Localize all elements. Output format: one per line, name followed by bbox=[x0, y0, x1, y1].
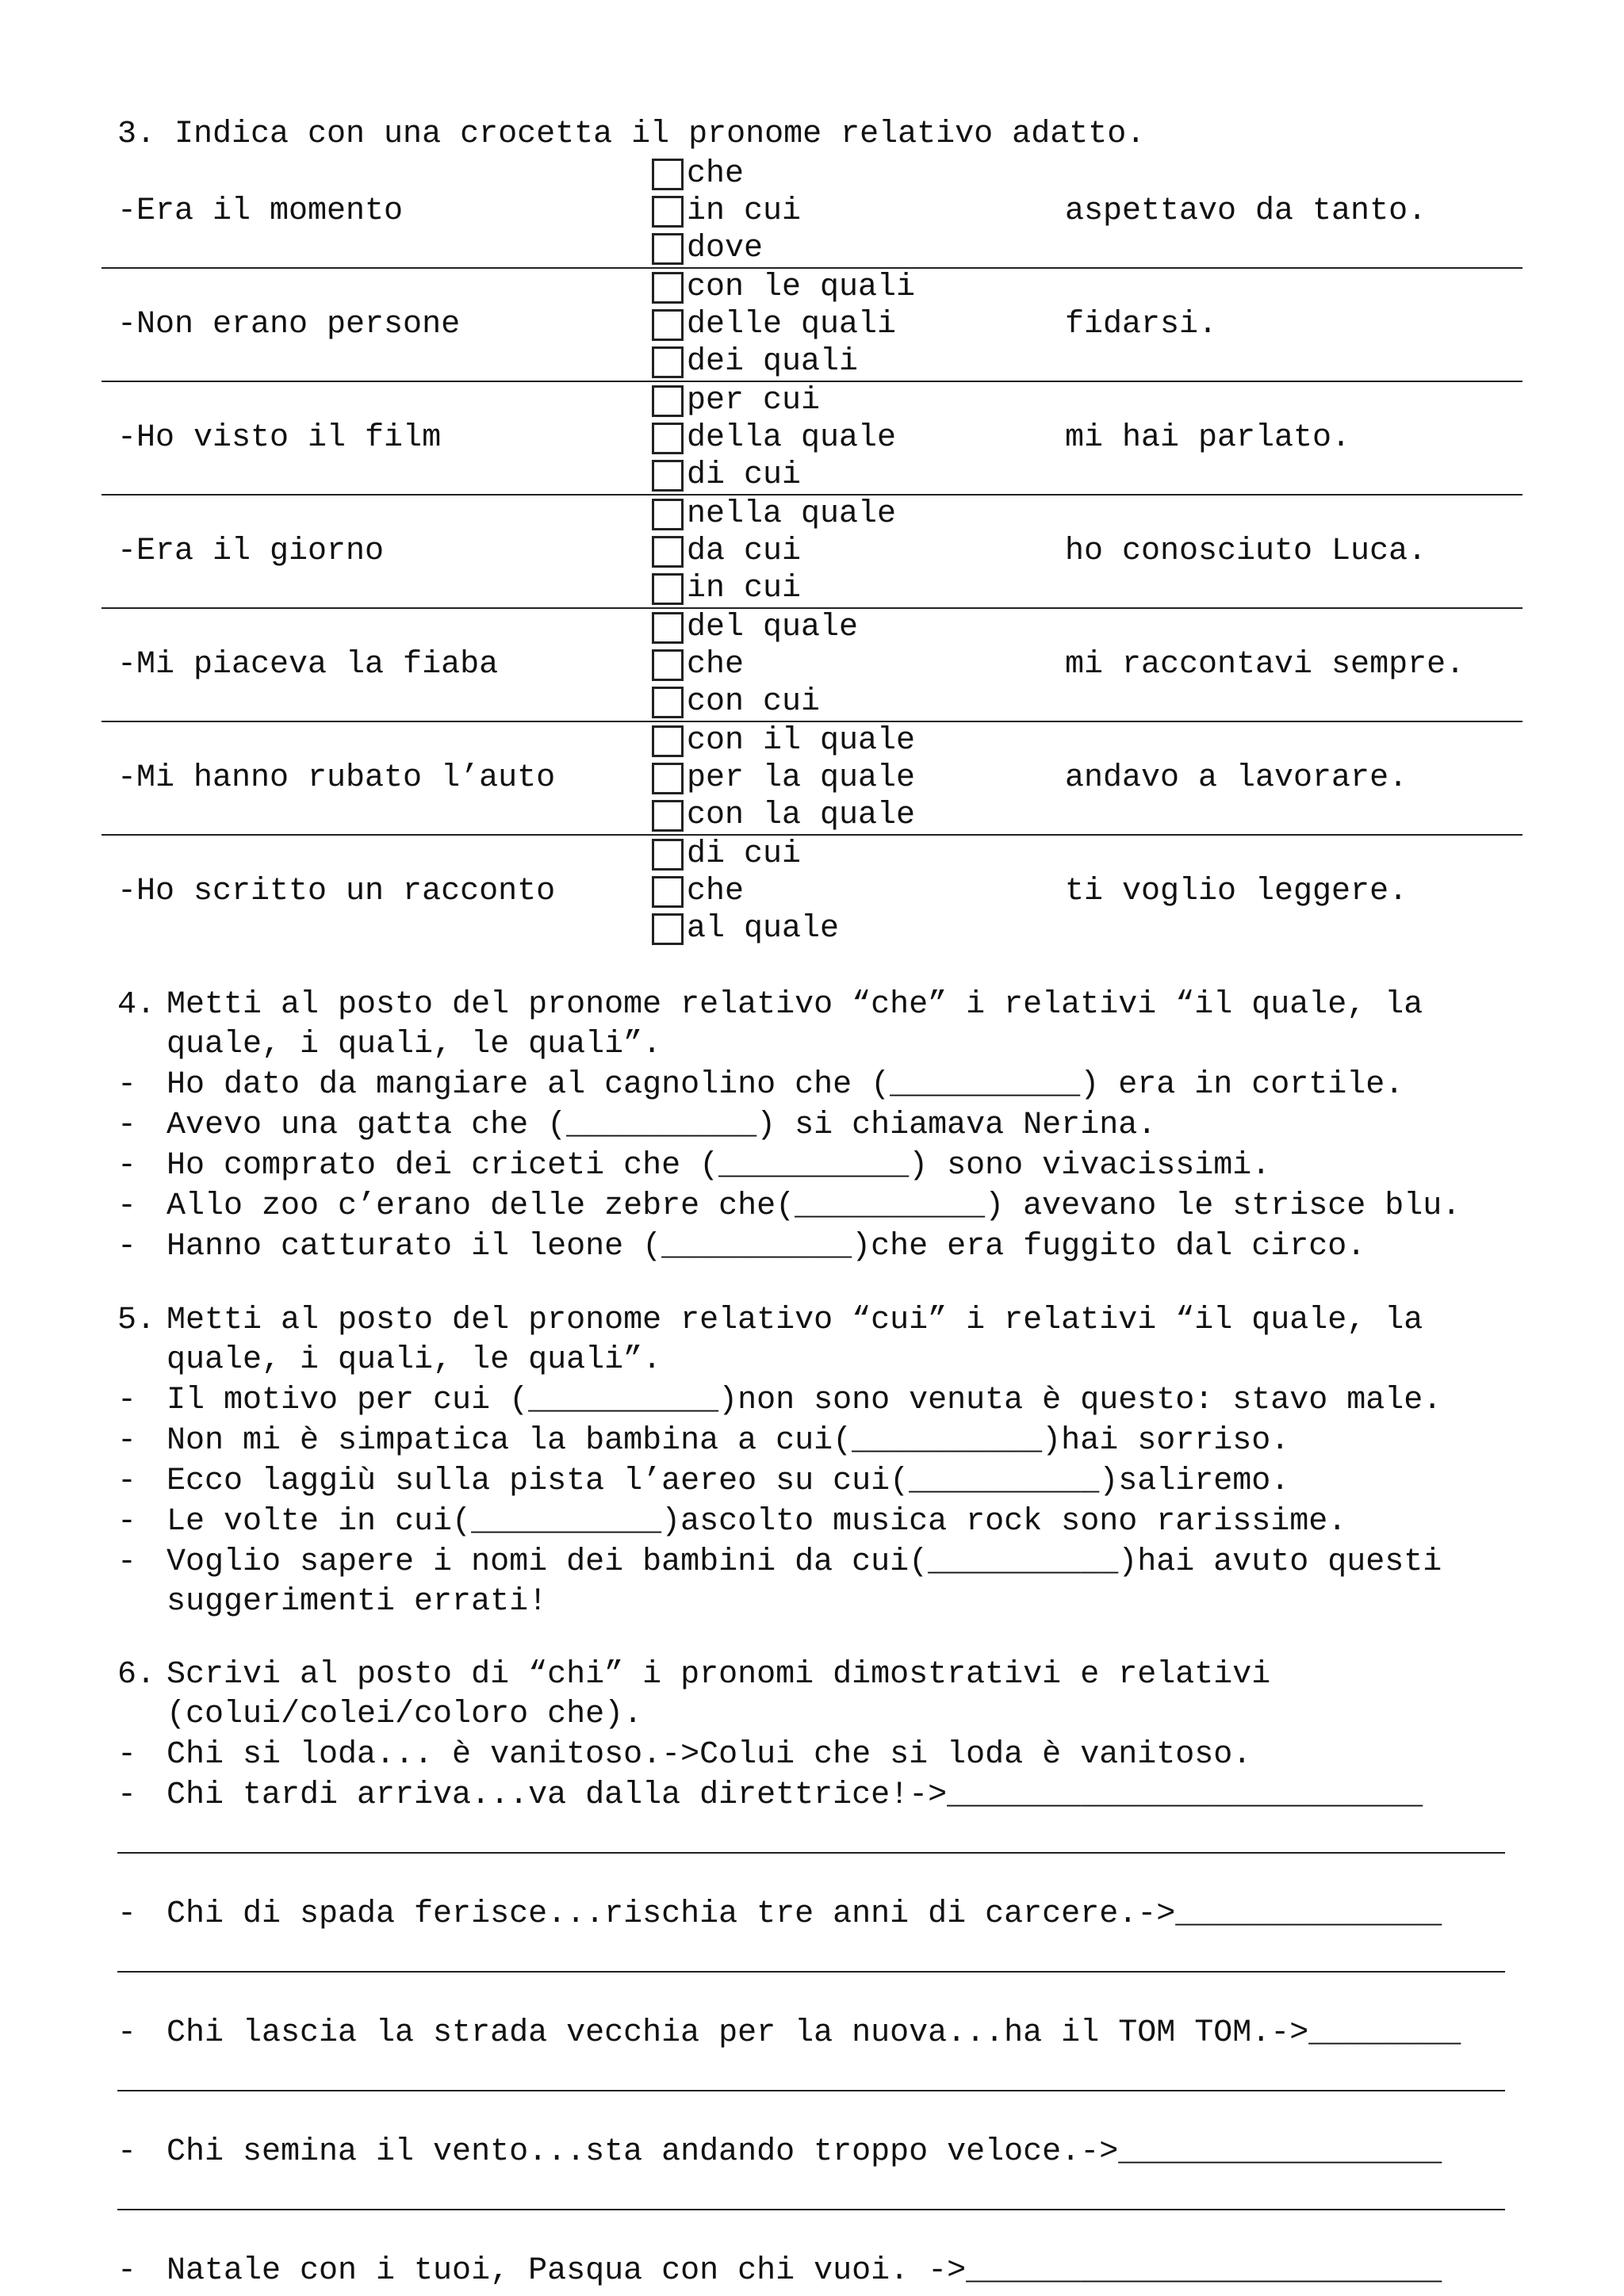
option-group bbox=[652, 382, 896, 494]
option-label: che bbox=[687, 156, 745, 192]
option-label: del quale bbox=[687, 610, 859, 645]
sentence-end: fidarsi. bbox=[1065, 307, 1218, 342]
option-label: per la quale bbox=[687, 760, 916, 796]
checkbox-icon[interactable] bbox=[652, 536, 684, 568]
example-text: Chi si loda... è vanitoso.->Colui che si loda è vanitoso. bbox=[167, 1737, 1252, 1773]
list-dash: - bbox=[117, 1108, 137, 1143]
option-item[interactable] bbox=[652, 570, 896, 607]
option-label: in cui bbox=[687, 193, 802, 229]
checkbox-icon[interactable] bbox=[652, 159, 684, 190]
checkbox-icon[interactable] bbox=[652, 649, 684, 681]
list-dash: - bbox=[117, 1229, 137, 1265]
sentence-end: mi raccontavi sempre. bbox=[1065, 647, 1465, 683]
option-label: con cui bbox=[687, 684, 821, 720]
option-item[interactable] bbox=[652, 457, 896, 494]
option-label: nella quale bbox=[687, 496, 897, 532]
exercise-5 bbox=[117, 1301, 1442, 1622]
exercise-5-title-cont: quale, i quali, le quali”. bbox=[167, 1342, 662, 1378]
checkbox-icon[interactable] bbox=[652, 573, 684, 605]
option-item[interactable] bbox=[652, 797, 915, 834]
exercise-4-title-cont: quale, i quali, le quali”. bbox=[167, 1027, 662, 1062]
exercise-3-row bbox=[102, 836, 1522, 949]
exercise-3-row bbox=[102, 609, 1522, 722]
list-dash: - bbox=[117, 1423, 137, 1459]
option-group bbox=[652, 722, 915, 834]
option-label: di cui bbox=[687, 836, 802, 872]
checkbox-icon[interactable] bbox=[652, 839, 684, 871]
answer-line[interactable] bbox=[117, 2172, 1505, 2210]
item-text: Allo zoo c’erano delle zebre che(__________) avevano le strisce blu. bbox=[167, 1188, 1461, 1224]
checkbox-icon[interactable] bbox=[652, 385, 684, 417]
checkbox-icon[interactable] bbox=[652, 612, 684, 644]
list-item bbox=[117, 1380, 1442, 1421]
answer-line[interactable] bbox=[117, 1816, 1505, 1854]
option-item[interactable] bbox=[652, 836, 839, 873]
sentence-start: -Mi piaceva la fiaba bbox=[117, 647, 499, 683]
option-group bbox=[652, 155, 801, 267]
exercise-3-row bbox=[102, 722, 1522, 836]
list-item bbox=[117, 1226, 1461, 1267]
list-item bbox=[117, 1502, 1442, 1542]
sentence-start: -Non erano persone bbox=[117, 307, 461, 342]
item-text: Hanno catturato il leone (__________)che era fuggito dal circo. bbox=[167, 1229, 1366, 1265]
checkbox-icon[interactable] bbox=[652, 499, 684, 530]
option-item[interactable] bbox=[652, 683, 858, 721]
exercise-6-title-cont: (colui/colei/coloro che). bbox=[167, 1697, 643, 1732]
option-group bbox=[652, 609, 858, 721]
list-item bbox=[117, 2251, 1505, 2291]
list-dash: - bbox=[117, 1504, 137, 1540]
checkbox-icon[interactable] bbox=[652, 233, 684, 265]
checkbox-icon[interactable] bbox=[652, 346, 684, 378]
item-text: Chi tardi arriva...va dalla direttrice!->_________________________ bbox=[167, 1777, 1423, 1813]
checkbox-icon[interactable] bbox=[652, 800, 684, 832]
sentence-end: andavo a lavorare. bbox=[1065, 760, 1408, 796]
option-item[interactable] bbox=[652, 269, 915, 306]
option-item[interactable] bbox=[652, 722, 915, 760]
sentence-start: -Ho scritto un racconto bbox=[117, 874, 556, 909]
answer-line[interactable] bbox=[117, 2053, 1505, 2091]
list-item bbox=[117, 1461, 1442, 1502]
option-item[interactable] bbox=[652, 306, 915, 343]
item-text: Voglio sapere i nomi dei bambini da cui(__________)hai avuto questi bbox=[167, 1544, 1442, 1580]
list-item bbox=[117, 1105, 1461, 1146]
exercise-3-table bbox=[102, 155, 1522, 949]
option-item[interactable] bbox=[652, 873, 839, 910]
exercise-6-items bbox=[117, 1775, 1505, 2296]
exercise-4 bbox=[117, 985, 1461, 1267]
sentence-end: ho conosciuto Luca. bbox=[1065, 534, 1427, 569]
item-text: Chi di spada ferisce...rischia tre anni di carcere.->______________ bbox=[167, 1896, 1442, 1932]
list-dash: - bbox=[117, 1188, 137, 1224]
exercise-number: 4. bbox=[117, 987, 156, 1023]
sentence-end: mi hai parlato. bbox=[1065, 420, 1351, 456]
exercise-3-title: 3. Indica con una crocetta il pronome relativo adatto. bbox=[117, 117, 1146, 152]
checkbox-icon[interactable] bbox=[652, 423, 684, 454]
option-label: della quale bbox=[687, 420, 897, 456]
exercise-5-title: Metti al posto del pronome relativo “cui” i relativi “il quale, la bbox=[167, 1303, 1423, 1338]
list-dash: - bbox=[117, 1777, 137, 1813]
checkbox-icon[interactable] bbox=[652, 272, 684, 304]
option-item[interactable] bbox=[652, 230, 801, 267]
list-item bbox=[117, 1421, 1442, 1461]
option-item[interactable] bbox=[652, 646, 858, 683]
list-item bbox=[117, 1186, 1461, 1226]
option-label: dove bbox=[687, 231, 764, 266]
option-group bbox=[652, 836, 839, 947]
list-dash: - bbox=[117, 1544, 137, 1580]
option-item[interactable] bbox=[652, 155, 801, 193]
option-item[interactable] bbox=[652, 193, 801, 230]
option-label: con il quale bbox=[687, 723, 916, 759]
option-item[interactable] bbox=[652, 609, 858, 646]
sentence-start: -Era il giorno bbox=[117, 534, 385, 569]
exercise-6-title: Scrivi al posto di “chi” i pronomi dimostrativi e relativi bbox=[167, 1657, 1271, 1693]
checkbox-icon[interactable] bbox=[652, 309, 684, 341]
list-dash: - bbox=[117, 1464, 137, 1499]
list-item bbox=[117, 1065, 1461, 1105]
checkbox-icon[interactable] bbox=[652, 725, 684, 757]
item-text: Chi semina il vento...sta andando troppo veloce.->_________________ bbox=[167, 2134, 1442, 2170]
option-label: in cui bbox=[687, 571, 802, 607]
checkbox-icon[interactable] bbox=[652, 876, 684, 908]
checkbox-icon[interactable] bbox=[652, 763, 684, 794]
exercise-number: 5. bbox=[117, 1303, 156, 1338]
list-dash: - bbox=[117, 1896, 137, 1932]
list-dash: - bbox=[117, 1737, 137, 1773]
answer-line[interactable] bbox=[117, 2291, 1505, 2296]
sentence-end: ti voglio leggere. bbox=[1065, 874, 1408, 909]
option-label: di cui bbox=[687, 457, 802, 493]
option-item[interactable] bbox=[652, 533, 896, 570]
exercise-3-row bbox=[102, 155, 1522, 269]
exercise-4-title: Metti al posto del pronome relativo “che” i relativi “il quale, la bbox=[167, 987, 1423, 1023]
option-item[interactable] bbox=[652, 419, 896, 457]
list-item bbox=[117, 2132, 1505, 2172]
item-text: Non mi è simpatica la bambina a cui(__________)hai sorriso. bbox=[167, 1423, 1290, 1459]
option-label: dei quali bbox=[687, 344, 859, 380]
sentence-start: -Era il momento bbox=[117, 193, 404, 229]
exercise-6-example bbox=[117, 1735, 1505, 1775]
item-text: Ho comprato dei criceti che (__________) sono vivacissimi. bbox=[167, 1148, 1271, 1184]
option-item[interactable] bbox=[652, 343, 915, 381]
list-dash: - bbox=[117, 1148, 137, 1184]
list-dash: - bbox=[117, 1067, 137, 1103]
checkbox-icon[interactable] bbox=[652, 687, 684, 718]
answer-line[interactable] bbox=[117, 1934, 1505, 1973]
option-group bbox=[652, 269, 915, 381]
option-label: che bbox=[687, 874, 745, 909]
option-label: che bbox=[687, 647, 745, 683]
list-dash: - bbox=[117, 2253, 137, 2289]
option-label: al quale bbox=[687, 911, 840, 947]
option-item[interactable] bbox=[652, 382, 896, 419]
option-item[interactable] bbox=[652, 760, 915, 797]
sentence-start: -Ho visto il film bbox=[117, 420, 442, 456]
option-label: con le quali bbox=[687, 270, 916, 305]
list-item bbox=[117, 1542, 1442, 1582]
checkbox-icon[interactable] bbox=[652, 196, 684, 228]
list-dash: - bbox=[117, 2134, 137, 2170]
exercise-number: 6. bbox=[117, 1657, 156, 1693]
item-text: Le volte in cui(__________)ascolto musica rock sono rarissime. bbox=[167, 1504, 1347, 1540]
item-text: Avevo una gatta che (__________) si chiamava Nerina. bbox=[167, 1108, 1157, 1143]
sentence-end: aspettavo da tanto. bbox=[1065, 193, 1427, 229]
item-text: Ecco laggiù sulla pista l’aereo su cui(__________)saliremo. bbox=[167, 1464, 1290, 1499]
list-item bbox=[117, 1775, 1505, 1816]
checkbox-icon[interactable] bbox=[652, 913, 684, 945]
list-dash: - bbox=[117, 1383, 137, 1418]
list-dash: - bbox=[117, 2015, 137, 2051]
option-item[interactable] bbox=[652, 910, 839, 947]
list-item bbox=[117, 1146, 1461, 1186]
option-label: con la quale bbox=[687, 798, 916, 833]
option-label: per cui bbox=[687, 383, 821, 419]
exercise-3-row bbox=[102, 496, 1522, 609]
sentence-start: -Mi hanno rubato l’auto bbox=[117, 760, 556, 796]
option-label: delle quali bbox=[687, 307, 897, 342]
option-item[interactable] bbox=[652, 496, 896, 533]
item-text: Il motivo per cui (__________)non sono venuta è questo: stavo male. bbox=[167, 1383, 1442, 1418]
exercise-4-items bbox=[117, 1065, 1461, 1267]
exercise-5-item-cont: suggerimenti errati! bbox=[167, 1584, 548, 1620]
list-item bbox=[117, 2013, 1505, 2053]
exercise-6 bbox=[117, 1655, 1505, 2296]
checkbox-icon[interactable] bbox=[652, 460, 684, 492]
exercise-3-row bbox=[102, 269, 1522, 382]
item-text: Natale con i tuoi, Pasqua con chi vuoi. ->_________________________ bbox=[167, 2253, 1442, 2289]
item-text: Chi lascia la strada vecchia per la nuova...ha il TOM TOM.->________ bbox=[167, 2015, 1461, 2051]
exercise-3-row bbox=[102, 382, 1522, 496]
option-label: da cui bbox=[687, 534, 802, 569]
option-group bbox=[652, 496, 896, 607]
exercise-5-items bbox=[117, 1380, 1442, 1582]
item-text: Ho dato da mangiare al cagnolino che (__________) era in cortile. bbox=[167, 1067, 1404, 1103]
list-item bbox=[117, 1894, 1505, 1934]
